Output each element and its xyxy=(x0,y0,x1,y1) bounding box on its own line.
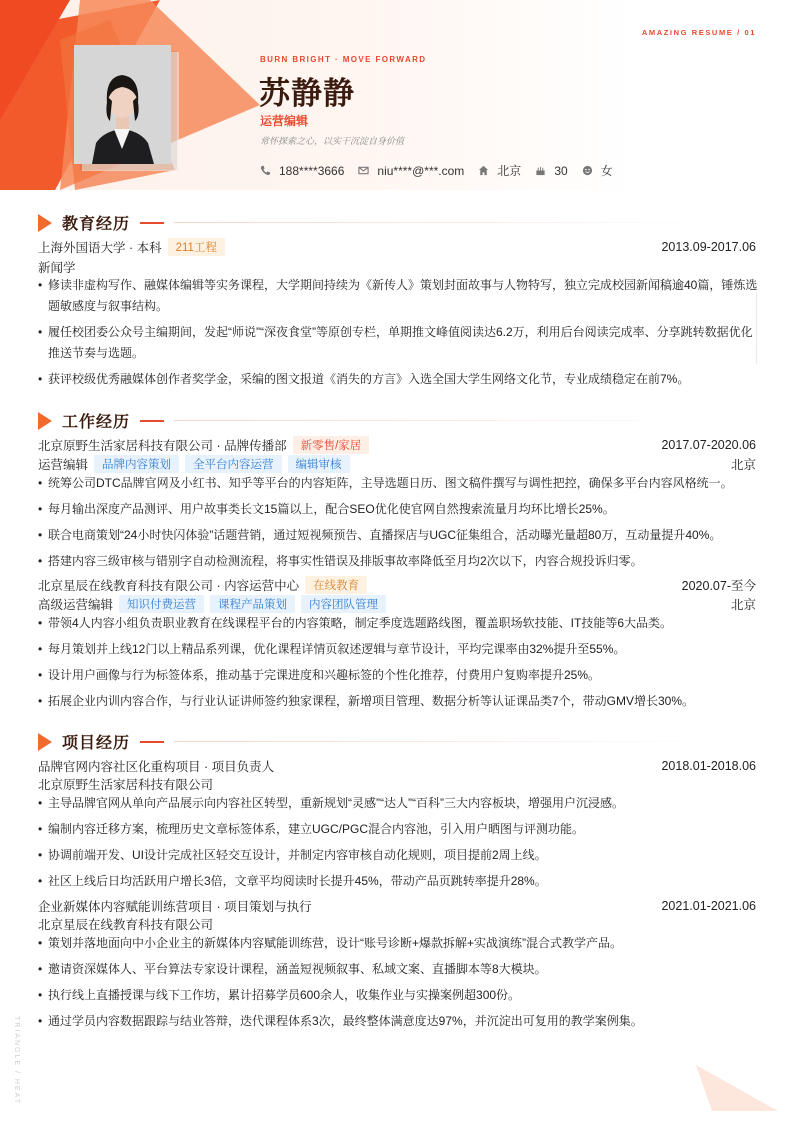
motto: 常怀探索之心，以实干沉淀自身价值 xyxy=(260,136,405,146)
job-header-row xyxy=(38,436,756,454)
project-bullets xyxy=(38,933,760,1031)
school-tag-badge: 211工程 xyxy=(168,238,225,256)
section-education-header xyxy=(38,211,714,234)
school-name: 上海外国语大学 · 本科 xyxy=(38,241,162,255)
company-name: 北京原野生活家居科技有限公司 · 品牌传播部 xyxy=(38,439,287,453)
contact-city: 北京 xyxy=(478,162,521,179)
section-line xyxy=(174,741,714,742)
tagline: BURN BRIGHT · MOVE FORWARD xyxy=(260,55,427,64)
project-name: 企业新媒体内容赋能训练营项目 · 项目策划与执行 xyxy=(38,900,312,914)
skill-badge: 全平台内容运营 xyxy=(185,455,282,473)
job-city: 北京 xyxy=(730,598,756,612)
section-dash xyxy=(140,741,164,743)
section-projects-header xyxy=(38,730,714,753)
job-city: 北京 xyxy=(730,458,756,472)
contact-age: 30 xyxy=(535,164,567,178)
section-line xyxy=(174,420,714,421)
job-position-row xyxy=(38,455,756,473)
job-position: 高级运营编辑 xyxy=(38,598,114,612)
list-item: • 策划并落地面向中小企业主的新媒体内容赋能训练营，设计“账号诊断+爆款拆解+实战演练”混合式教学产品。 xyxy=(38,933,760,953)
major: 新闻学 xyxy=(38,261,76,275)
project-org: 北京星辰在线教育科技有限公司 xyxy=(38,918,214,932)
contact-bar xyxy=(260,162,613,179)
project-header-row xyxy=(38,757,756,775)
company-name: 北京星辰在线教育科技有限公司 · 内容运营中心 xyxy=(38,579,300,593)
education-bullets xyxy=(38,275,760,390)
job-header-row xyxy=(38,576,756,594)
section-dash xyxy=(140,222,164,224)
contact-gender: 女 xyxy=(582,162,613,179)
section-line xyxy=(174,222,714,223)
project-org-row xyxy=(38,915,756,933)
job-position: 运营编辑 xyxy=(38,458,89,472)
project-header-row xyxy=(38,897,756,915)
skill-badge: 知识付费运营 xyxy=(119,595,204,613)
list-item: • 主导品牌官网从单向产品展示向内容社区转型，重新规划“灵感”“达人”“百科”三大内容板块，增强用户沉浸感。 xyxy=(38,793,760,813)
list-item: • 获评校级优秀融媒体创作者奖学金，采编的图文报道《消失的方言》入选全国大学生网络文化节，专业成绩稳定在前7%。 xyxy=(38,369,760,390)
list-item: • 编制内容迁移方案，梳理历史文章标签体系，建立UGC/PGC混合内容池，引入用户晒图与评测功能。 xyxy=(38,819,760,839)
skill-badge: 课程产品策划 xyxy=(210,595,295,613)
list-item: • 每月输出深度产品测评、用户故事类长文15篇以上，配合SEO优化使官网自然搜索流量月均环比增长25%。 xyxy=(38,499,760,519)
industry-badge: 新零售/家居 xyxy=(293,436,370,454)
section-dash xyxy=(140,420,164,422)
contact-email: niu****@***.com xyxy=(358,164,464,178)
corner-label: AMAZING RESUME / 01 xyxy=(641,28,756,37)
project-period: 2018.01-2018.06 xyxy=(661,759,756,773)
list-item: • 联合电商策划“24小时快闪体验”话题营销，通过短视频预告、直播探店与UGC征集组合，活动曝光量超80万，互动量提升40%。 xyxy=(38,525,760,545)
job-position-row xyxy=(38,595,756,613)
list-item: • 协调前端开发、UI设计完成社区轻交互设计，并制定内容审核自动化规则，项目提前2周上线。 xyxy=(38,845,760,865)
contact-phone: 188****3666 xyxy=(260,164,344,178)
job-period: 2020.07-至今 xyxy=(681,579,756,593)
home-icon xyxy=(478,165,489,176)
smile-icon xyxy=(582,165,593,176)
list-item: • 修读非虚构写作、融媒体编辑等实务课程，大学期间持续为《新传人》策划封面故事与人物特写，独立完成校园新闻稿逾40篇，锤炼选题敏感度与叙事结构。 xyxy=(38,275,760,317)
project-org-row xyxy=(38,775,756,793)
list-item: • 搭建内容三级审核与错别字自动检测流程，将事实性错误及排版事故率降低至月均2次以下，内容合规投诉归零。 xyxy=(38,551,760,571)
list-item: • 履任校团委公众号主编期间，发起“师说”“深夜食堂”等原创专栏，单期推文峰值阅读达6.2万，利用后台阅读完成率、分享跳转数据优化推送节奏与选题。 xyxy=(38,322,760,364)
list-item: • 带领4人内容小组负责职业教育在线课程平台的内容策略，制定季度选题路线图，覆盖职场软技能、IT技能等6大品类。 xyxy=(38,613,760,633)
industry-badge: 在线教育 xyxy=(305,576,367,594)
section-arrow-icon xyxy=(38,214,52,232)
project-org: 北京原野生活家居科技有限公司 xyxy=(38,778,214,792)
footer-triangle xyxy=(690,1055,790,1123)
list-item: • 通过学员内容数据跟踪与结业答辩，迭代课程体系3次，最终整体满意度达97%，并沉淀出可复用的教学案例集。 xyxy=(38,1011,760,1031)
job-bullets xyxy=(38,613,760,711)
section-arrow-icon xyxy=(38,412,52,430)
skill-badge: 编辑审核 xyxy=(288,455,350,473)
project-period: 2021.01-2021.06 xyxy=(661,899,756,913)
list-item: • 执行线上直播授课与线下工作坊，累计招募学员600余人，收集作业与实操案例超300份。 xyxy=(38,985,760,1005)
list-item: • 拓展企业内训内容合作，与行业认证讲师签约独家课程，新增项目管理、数据分析等认证课品类7个，带动GMV增长30%。 xyxy=(38,691,760,711)
section-title: 教育经历 xyxy=(62,216,131,233)
list-item: • 统筹公司DTC品牌官网及小红书、知乎等平台的内容矩阵，主导选题日历、图文稿件撰写与调性把控，确保多平台内容风格统一。 xyxy=(38,473,760,493)
cake-icon xyxy=(535,165,546,176)
job-period: 2017.07-2020.06 xyxy=(661,438,756,452)
candidate-name: 苏静静 xyxy=(259,76,355,111)
major-row xyxy=(38,258,756,276)
list-item: • 设计用户画像与行为标签体系，推动基于完课进度和兴趣标签的个性化推荐，付费用户复购率提升25%。 xyxy=(38,665,760,685)
project-name: 品牌官网内容社区化重构项目 · 项目负责人 xyxy=(38,760,275,774)
section-title: 工作经历 xyxy=(62,414,131,431)
phone-icon xyxy=(260,165,271,176)
candidate-role: 运营编辑 xyxy=(260,114,309,128)
section-title: 项目经历 xyxy=(62,735,131,752)
list-item: • 邀请资深媒体人、平台算法专家设计课程，涵盖短视频叙事、私域文案、直播脚本等8大模块。 xyxy=(38,959,760,979)
mail-icon xyxy=(358,165,369,176)
list-item: • 每月策划并上线12门以上精品系列课，优化课程详情页叙述逻辑与章节设计，平均完课率由32%提升至55%。 xyxy=(38,639,760,659)
education-row xyxy=(38,238,756,256)
list-item: • 社区上线后日均活跃用户增长3倍，文章平均阅读时长提升45%，带动产品页跳转率提升28%。 xyxy=(38,871,760,891)
section-arrow-icon xyxy=(38,733,52,751)
section-work-header xyxy=(38,409,714,432)
project-bullets xyxy=(38,793,760,891)
skill-badge: 内容团队管理 xyxy=(301,595,386,613)
education-period: 2013.09-2017.06 xyxy=(661,240,756,254)
skill-badge: 品牌内容策划 xyxy=(94,455,179,473)
job-bullets xyxy=(38,473,760,571)
side-label: TRIANGLE / HEAT xyxy=(13,1016,20,1105)
avatar-photo xyxy=(74,45,171,164)
